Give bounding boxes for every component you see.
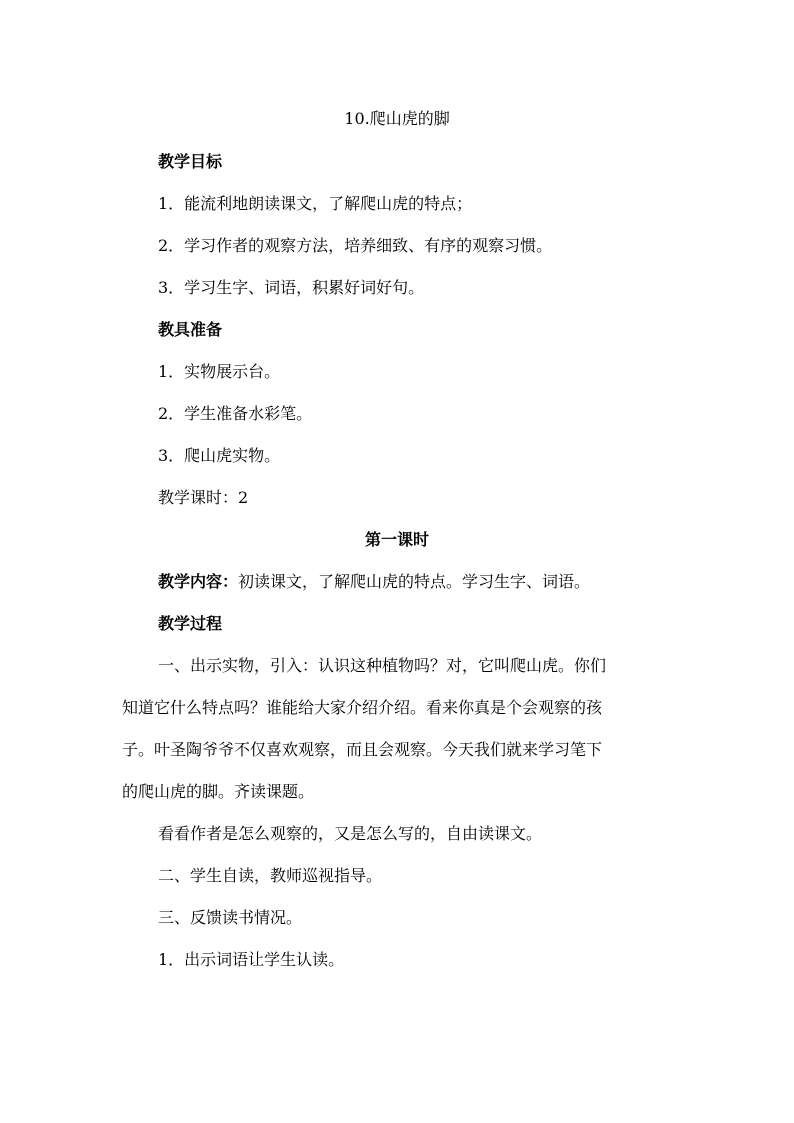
teaching-content-label: 教学内容： xyxy=(158,572,239,591)
teaching-content-text: 初读课文，了解爬山虎的特点。学习生字、词语。 xyxy=(238,572,591,591)
observe-line: 看看作者是怎么观察的，又是怎么写的，自由读课文。 xyxy=(158,824,543,843)
process-paragraph-line-3: 子。叶圣陶爷爷不仅喜欢观察，而且会观察。今天我们就来学习笔下 xyxy=(122,740,603,759)
objective-item-3: 3．学习生字、词语，积累好词好句。 xyxy=(158,278,425,297)
document-title: 10.爬山虎的脚 xyxy=(344,109,450,128)
process-paragraph-line-1: 一、出示实物，引入：认识这种植物吗？对，它叫爬山虎。你们 xyxy=(158,656,607,675)
material-item-2: 2．学生准备水彩笔。 xyxy=(158,404,313,423)
objectives-heading: 教学目标 xyxy=(158,152,223,171)
objective-item-2: 2．学习作者的观察方法，培养细致、有序的观察习惯。 xyxy=(158,236,553,255)
materials-heading: 教具准备 xyxy=(158,320,223,339)
teaching-content xyxy=(158,572,590,592)
process-step-3-item-1: 1．出示词语让学生认读。 xyxy=(158,950,345,969)
process-paragraph-line-2: 知道它什么特点吗？谁能给大家介绍介绍。看来你真是个会观察的孩 xyxy=(122,698,603,717)
process-step-2: 二、学生自读，教师巡视指导。 xyxy=(158,866,383,885)
class-hours: 教学课时：2 xyxy=(158,488,249,507)
objective-item-1: 1．能流利地朗读课文，了解爬山虎的特点； xyxy=(158,194,473,213)
process-step-3: 三、反馈读书情况。 xyxy=(158,908,303,927)
process-paragraph-line-4: 的爬山虎的脚。齐读课题。 xyxy=(122,782,315,801)
material-item-3: 3．爬山虎实物。 xyxy=(158,446,281,465)
lesson1-heading: 第一课时 xyxy=(364,530,429,549)
material-item-1: 1．实物展示台。 xyxy=(158,362,281,381)
process-heading: 教学过程 xyxy=(158,614,223,633)
